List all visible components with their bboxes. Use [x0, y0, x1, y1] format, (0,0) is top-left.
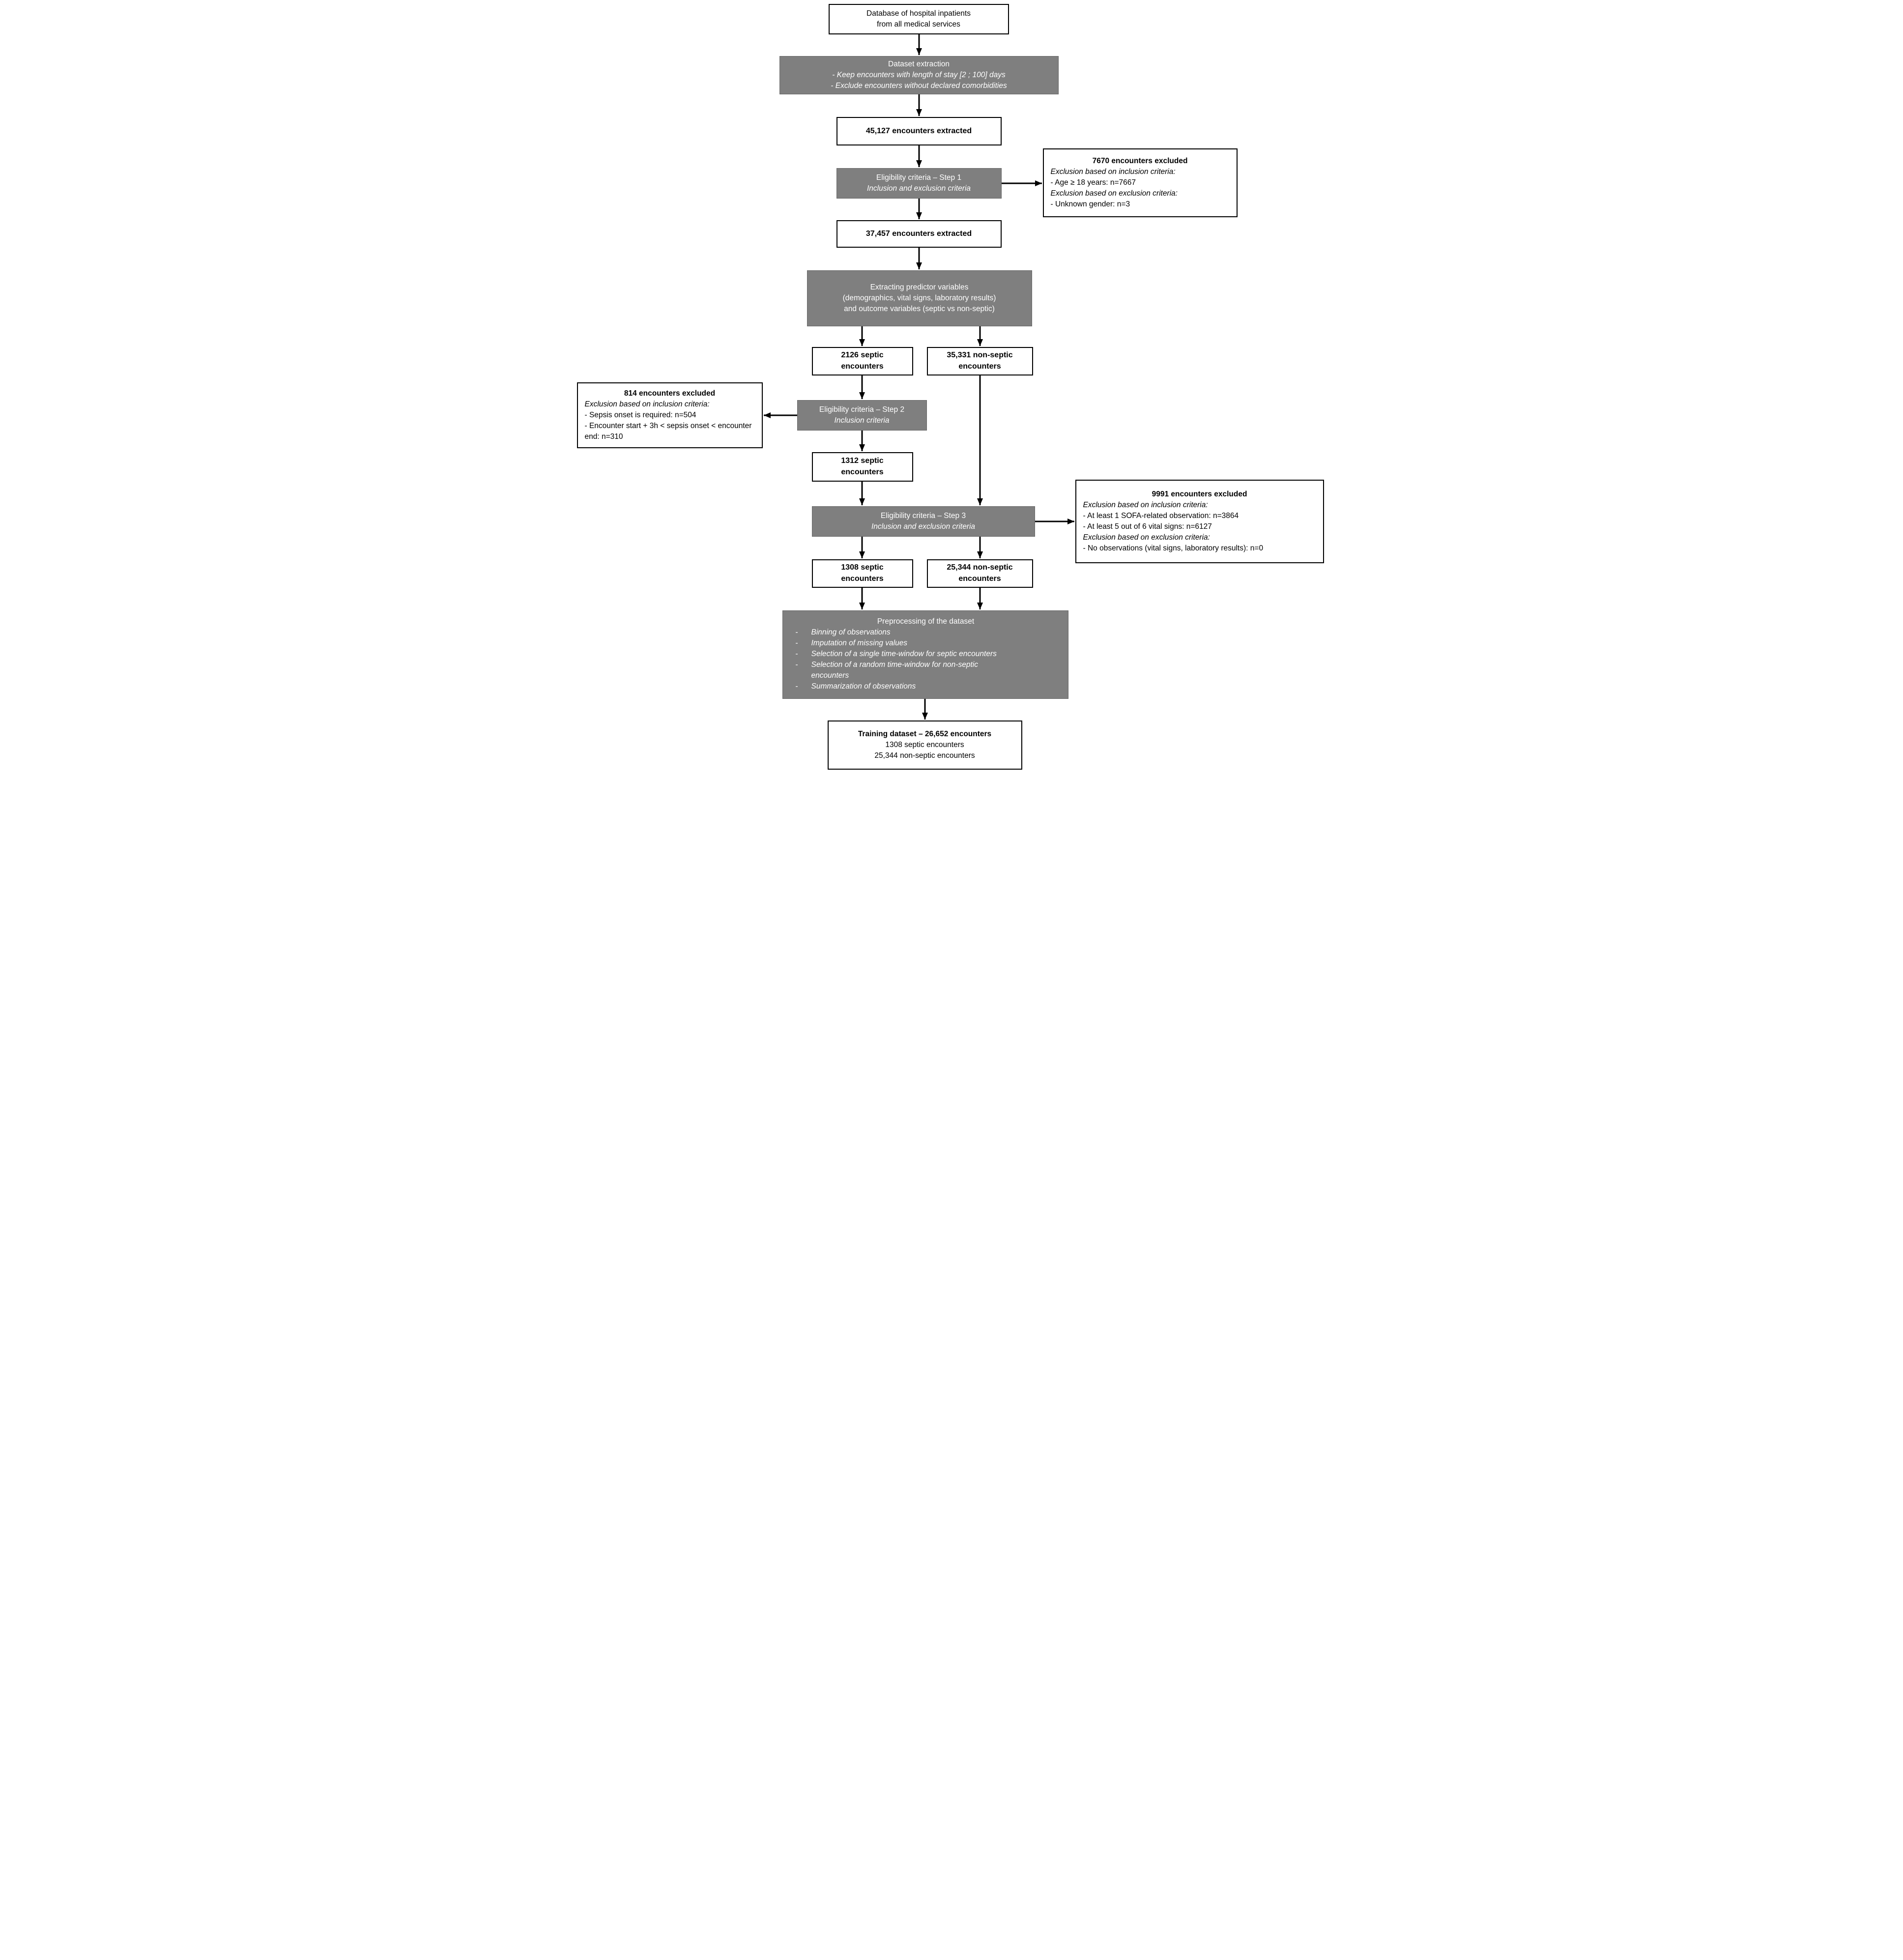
preprocessing-item-4: [796, 660, 1056, 681]
training-dataset-line-2: 25,344 non-septic encounters: [874, 751, 975, 760]
training-dataset-line-1: 1308 septic encounters: [885, 741, 964, 749]
box-septic-1312: [812, 452, 913, 482]
dataset-extraction-title: Dataset extraction: [888, 60, 950, 68]
box-septic-1308: [812, 559, 913, 588]
box-eligibility-step1: [836, 168, 1002, 199]
excluded-9991-line-4: Exclusion based on exclusion criteria:: [1083, 533, 1210, 542]
excluded-9991-line-1: Exclusion based on inclusion criteria:: [1083, 501, 1208, 509]
box-encounters-45127: [836, 117, 1002, 145]
source-line-2: from all medical services: [877, 20, 960, 29]
excluded-9991-title: 9991 encounters excluded: [1152, 490, 1247, 498]
preprocessing-item-3-text: Selection of a single time-window for septic encounters: [811, 650, 997, 658]
bullet-dash: -: [795, 628, 798, 636]
flowchart-canvas: [571, 0, 1332, 786]
preprocessing-item-5-text: Summarization of observations: [811, 682, 916, 691]
eligibility-step3-title: Eligibility criteria – Step 3: [880, 512, 966, 520]
box-nonseptic-25344: [927, 559, 1033, 588]
bullet-dash: -: [795, 639, 798, 647]
bullet-dash: -: [795, 650, 798, 658]
box-excluded-7670: [1043, 148, 1238, 217]
preprocessing-item-4-text: Selection of a random time-window for non-septic encounters: [811, 661, 978, 680]
preprocessing-item-2: [796, 638, 1056, 649]
septic-1308-line-1: 1308 septic: [841, 563, 884, 572]
source-line-1: Database of hospital inpatients: [866, 9, 971, 18]
box-septic-2126: [812, 347, 913, 375]
preprocessing-item-5: [796, 681, 1056, 692]
excluded-9991-line-5: - No observations (vital signs, laboratory results): n=0: [1083, 544, 1264, 552]
preprocessing-item-1: [796, 627, 1056, 638]
excluded-814-title: 814 encounters excluded: [624, 389, 716, 398]
dataset-extraction-item-2: - Exclude encounters without declared comorbidities: [831, 82, 1007, 90]
excluded-9991-line-3: - At least 5 out of 6 vital signs: n=6127: [1083, 522, 1212, 531]
septic-1312-line-2: encounters: [841, 468, 884, 476]
box-source-database: [829, 4, 1009, 34]
box-training-dataset: [828, 721, 1022, 770]
box-extract-variables: [807, 270, 1032, 326]
septic-2126-line-2: encounters: [841, 362, 884, 371]
box-encounters-37457: [836, 220, 1002, 248]
eligibility-step1-title: Eligibility criteria – Step 1: [876, 173, 962, 182]
encounters-45127-text: 45,127 encounters extracted: [865, 126, 972, 135]
excluded-7670-line-4: - Unknown gender: n=3: [1050, 200, 1130, 208]
excluded-7670-line-1: Exclusion based on inclusion criteria:: [1050, 168, 1176, 176]
nonseptic-25344-line-1: 25,344 non-septic: [947, 563, 1013, 572]
septic-1308-line-2: encounters: [841, 575, 884, 583]
septic-1312-line-1: 1312 septic: [841, 457, 884, 465]
eligibility-step3-subtitle: Inclusion and exclusion criteria: [871, 522, 976, 531]
preprocessing-item-1-text: Binning of observations: [811, 628, 891, 636]
eligibility-step2-title: Eligibility criteria – Step 2: [819, 405, 905, 414]
excluded-7670-line-2: - Age ≥ 18 years: n=7667: [1050, 178, 1136, 187]
preprocessing-item-2-text: Imputation of missing values: [811, 639, 908, 647]
extract-variables-line-3: and outcome variables (septic vs non-septic): [844, 305, 995, 313]
excluded-814-line-3: - Encounter start + 3h < sepsis onset < encounter end: n=310: [584, 422, 752, 441]
box-excluded-814: [577, 382, 763, 448]
nonseptic-25344-line-2: encounters: [958, 575, 1001, 583]
dataset-extraction-item-1: - Keep encounters with length of stay [2 ; 100] days: [832, 71, 1006, 79]
excluded-9991-line-2: - At least 1 SOFA-related observation: n=3864: [1083, 512, 1239, 520]
extract-variables-line-2: (demographics, vital signs, laboratory results): [842, 294, 996, 302]
excluded-7670-line-3: Exclusion based on exclusion criteria:: [1050, 189, 1178, 198]
excluded-814-line-2: - Sepsis onset is required: n=504: [584, 411, 696, 419]
bullet-dash: -: [795, 661, 798, 669]
bullet-dash: -: [795, 682, 798, 691]
box-eligibility-step2: [797, 400, 927, 431]
preprocessing-item-3: [796, 649, 1056, 660]
septic-2126-line-1: 2126 septic: [841, 351, 884, 360]
nonseptic-35331-line-1: 35,331 non-septic: [947, 351, 1013, 360]
eligibility-step2-subtitle: Inclusion criteria: [834, 416, 890, 425]
encounters-37457-text: 37,457 encounters extracted: [865, 229, 972, 238]
box-dataset-extraction: [779, 56, 1059, 94]
preprocessing-title: Preprocessing of the dataset: [877, 617, 975, 626]
nonseptic-35331-line-2: encounters: [958, 362, 1001, 371]
box-preprocessing: [782, 610, 1068, 699]
excluded-7670-title: 7670 encounters excluded: [1092, 157, 1188, 165]
extract-variables-line-1: Extracting predictor variables: [870, 283, 969, 291]
box-eligibility-step3: [812, 506, 1035, 537]
box-excluded-9991: [1075, 480, 1324, 563]
training-dataset-title: Training dataset – 26,652 encounters: [858, 730, 992, 738]
eligibility-step1-subtitle: Inclusion and exclusion criteria: [866, 184, 971, 193]
excluded-814-line-1: Exclusion based on inclusion criteria:: [584, 400, 710, 408]
box-nonseptic-35331: [927, 347, 1033, 375]
